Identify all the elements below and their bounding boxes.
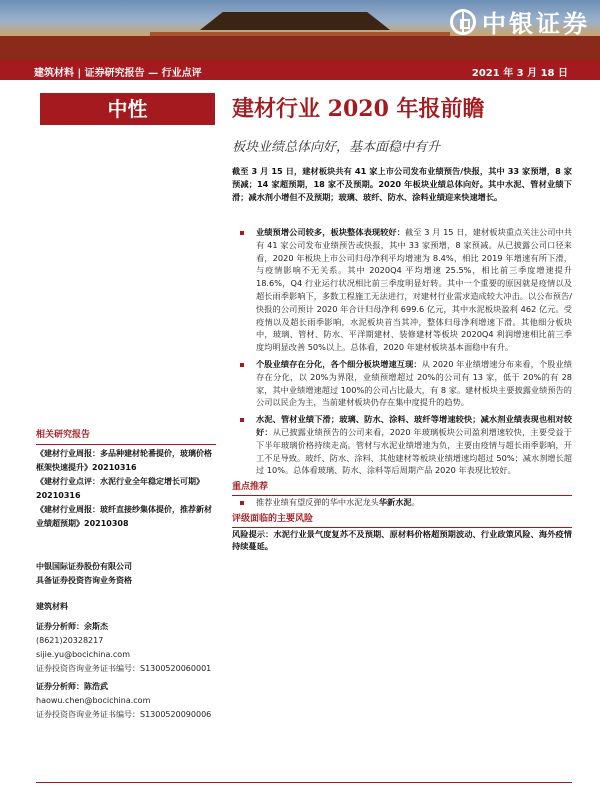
risk-heading: 评级面临的主要风险 — [232, 513, 572, 528]
bullet-heading: 业绩预增公司较多，板块整体表现较好： — [256, 227, 405, 237]
focus-heading: 重点推荐 — [232, 481, 572, 496]
bullet-square-icon — [240, 418, 244, 422]
related-reports-heading: 相关研究报告 — [36, 428, 216, 445]
palace-roof-image — [200, 12, 390, 30]
report-title: 建材行业 2020 年报前瞻 — [232, 96, 485, 122]
company-name: 中银国际证券股份有限公司 — [36, 562, 132, 571]
analyst-1 — [36, 620, 216, 676]
bullet-item — [232, 413, 572, 477]
report-date: 2021 年 3 月 18 日 — [471, 68, 568, 79]
palace-wall-image — [0, 36, 600, 60]
bank-of-china-logo-icon — [450, 9, 476, 35]
boci-logo — [450, 4, 590, 39]
sector-name: 建筑材料 — [36, 602, 68, 611]
analyst-phone: (8621)20328217 — [36, 636, 104, 645]
related-report-link[interactable]: 《建材行业点评：水泥行业全年稳定增长可期》20210316 — [36, 477, 204, 500]
analyst-2 — [36, 680, 216, 722]
focus-highlight: 华新水泥 — [378, 496, 412, 507]
analyst-name: 证券分析师：陈浩武 — [36, 682, 108, 691]
rating-badge: 中性 — [40, 93, 215, 125]
footer-divider — [36, 782, 572, 783]
analyst-cert: 证券投资咨询业务证书编号：S1300520090006 — [36, 710, 212, 719]
bullet-square-icon — [240, 501, 244, 505]
bullet-text: 从 2020 年业绩增速分布来看，个股业绩存在分化，以 20%为界限，业绩预增超过 20%的公司有 13 家，低于 20%的有 28 家，其中业绩增速超过 100%的公司占比最大，有 8 家。建材板块主要披露业绩预告的公司以民企为主，当前建材板块仍存在集中度提升的趋势。 — [256, 358, 572, 408]
analyst-email[interactable]: sijie.yu@bocichina.com — [36, 650, 130, 659]
focus-text-before: 推荐业绩有望反弹的华中水泥龙头 — [256, 496, 379, 507]
report-subtitle: 板块业绩总体向好，基本面稳中有升 — [232, 140, 441, 155]
bullet-square-icon — [240, 363, 244, 367]
bullet-text: 从已披露业绩预告的公司来看，2020 年玻璃板块公司盈利增速较快，主要受益于下半年玻璃价格持续走高。管材与水泥业绩增速为负，主要由疫情与超长雨季影响，开工不足导致。玻纤、防水、涂料、其他建材等板块业绩增速均超过 50%；减水剂增长超过 10%。总体看玻璃、防水、涂料等后周期产品 2020 年表现比较好。 — [256, 426, 572, 476]
main-bullets — [232, 226, 572, 553]
focus-text-after: 。 — [411, 496, 420, 507]
related-report-link[interactable]: 《建材行业周报：多品种建材轮番提价，玻璃价格框架快速提升》20210316 — [36, 449, 212, 472]
bullet-text: 截至 3 月 15 日，建材板块重点关注公司中共有 41 家公司发布业绩预告或快报，其中 33 家预增，8 家预减。从已披露公司口径来看，2020 年板块上市公司归母净利平均增速为 8.4%，相比 2019 年增速有所下滑，与疫情影响不无关系。其中 2020Q4 平均增速 25.5%，相比前三季度增速提升 18.6%，Q4 行业运行状况相比前三季度明显好转。其中一个重要的原因就是疫情以及超长雨季影响下，多数工程施工无法进行，对建材行业需求造成较大冲击。以公布预告/快报的公司预计 2020 年合计归母净利 699.6 亿元，其中水泥板块盈利 462 亿元。受疫情以及超长雨季影响，水泥板块首当其冲，整体归母净利增速下滑。其他细分板块中，玻璃、管材、防水、平洋期建材、装修建材等板块 2020Q4 利润增速相比前三季度均明显改善 50%以上。总体看，2020 年建材板块基本面稳中有升。 — [256, 227, 572, 353]
bullet-heading: 个股业绩存在分化，各个细分板块增速互现： — [256, 358, 422, 369]
company-info — [36, 560, 216, 588]
company-qualification: 具备证券投资咨询业务资格 — [36, 576, 132, 585]
bullet-item — [232, 226, 572, 354]
bullet-square-icon — [240, 231, 244, 235]
analyst-email[interactable]: haowu.chen@bocichina.com — [36, 696, 151, 705]
report-topbar — [0, 60, 600, 80]
bullet-item — [232, 358, 572, 409]
header-banner — [0, 0, 600, 60]
bullet-heading: 水泥、管材业绩下滑；玻璃、防水、涂料、玻纤等增速较快；减水剂业绩表现也相对较好： — [256, 414, 572, 437]
analyst-cert: 证券投资咨询业务证书编号：S1300520060001 — [36, 664, 212, 673]
report-category: 建筑材料 | 证券研究报告 — 行业点评 — [34, 68, 202, 79]
sector-label — [36, 600, 216, 614]
logo-text: 中银证券 — [482, 10, 590, 38]
related-report-link[interactable]: 《建材行业周报：玻纤直接纱集体提价，推荐新材业绩超预期》20210308 — [36, 505, 212, 528]
related-reports — [36, 428, 216, 531]
focus-item — [232, 496, 572, 509]
analyst-name: 证券分析师：余斯杰 — [36, 622, 108, 631]
lead-paragraph: 截至 3 月 15 日，建材板块共有 41 家上市公司发布业绩预告/快报，其中 33 家预增，8 家预减；14 家超预期，18 家不及预期。2020 年板块业绩总体向好。其中水泥、管材业绩下滑；减水剂小增但不及预期；玻璃、玻纤、防水、涂料业绩迎来快速增长。 — [232, 166, 572, 202]
risk-text: 风险提示：水泥行业景气度复苏不及预期、原材料价格超预期波动、行业政策风险、海外疫情持续蔓延。 — [232, 528, 572, 552]
